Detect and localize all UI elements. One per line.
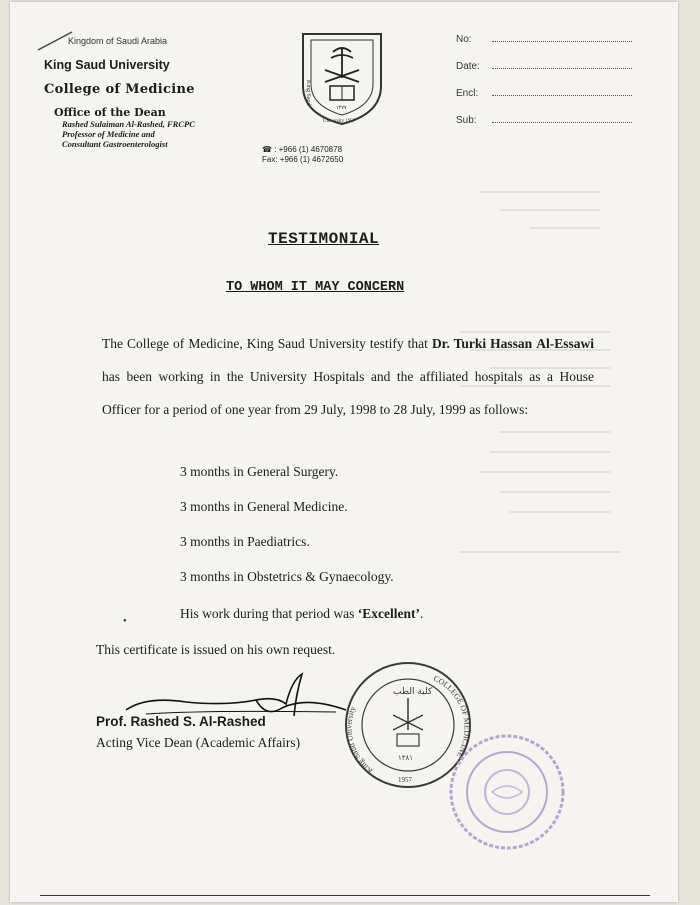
logo-year-text: ١٣٧٧ bbox=[336, 105, 347, 111]
doctor-name-first: Dr. Turki Hassan bbox=[431, 336, 533, 351]
meta-no-label: No: bbox=[456, 34, 472, 45]
list-item: 3 months in General Medicine. bbox=[180, 499, 348, 514]
meta-encl bbox=[456, 88, 632, 99]
bottom-rule bbox=[40, 895, 650, 896]
dean-specialty-line: Consultant Gastroenterologist bbox=[62, 139, 168, 149]
meta-encl-label: Encl: bbox=[456, 88, 479, 99]
body-paragraph bbox=[102, 327, 594, 426]
svg-text:King Saud University bbox=[344, 705, 374, 776]
doctor-name-last: Al-Essawi bbox=[536, 336, 595, 351]
meta-date bbox=[456, 61, 632, 72]
stray-dot: • bbox=[123, 616, 127, 627]
list-item: 3 months in General Surgery. bbox=[180, 464, 339, 479]
stamp-arabic-year: ١٣٨١ bbox=[398, 754, 414, 762]
list-item: 3 months in Obstetrics & Gynaecology. bbox=[180, 569, 394, 584]
letterhead-left bbox=[44, 36, 195, 149]
work-suffix: . bbox=[419, 606, 424, 621]
college-name: College of Medicine bbox=[44, 82, 195, 97]
dean-title-line: Professor of Medicine and bbox=[62, 129, 155, 139]
meta-no bbox=[456, 34, 632, 45]
purple-seal-stamp bbox=[447, 732, 567, 852]
work-prefix: His work during that period was bbox=[180, 606, 355, 621]
phone-number: ☎ : +966 (1) 4670878 bbox=[262, 145, 343, 154]
meta-sub-label: Sub: bbox=[456, 115, 477, 126]
body-intro: The College of Medicine, King Saud University testify that bbox=[102, 336, 428, 351]
fax-number: Fax: +966 (1) 4672650 bbox=[262, 155, 344, 164]
kingdom-label: Kingdom of Saudi Arabia bbox=[68, 36, 168, 46]
stamp-emblem-icon bbox=[393, 698, 423, 730]
signatory-name: Prof. Rashed S. Al-Rashed bbox=[96, 714, 266, 729]
signatory-title: Acting Vice Dean (Academic Affairs) bbox=[96, 735, 301, 750]
meta-date-label: Date: bbox=[456, 61, 480, 72]
meta-sub bbox=[456, 115, 632, 126]
university-name: King Saud University bbox=[44, 58, 170, 72]
logo-bottom-text: University 1957 bbox=[323, 119, 356, 124]
document-title: TESTIMONIAL bbox=[268, 230, 380, 248]
document-subtitle: TO WHOM IT MAY CONCERN bbox=[226, 280, 405, 295]
stamp-right-text: COLLEGE OF MEDICINE bbox=[432, 673, 472, 760]
office-name: Office of the Dean bbox=[54, 106, 166, 119]
pen-stroke-mark bbox=[36, 30, 76, 52]
rotation-list bbox=[180, 464, 394, 604]
stamp-year: 1957 bbox=[398, 776, 412, 784]
stamp-left-text: King Saud University bbox=[344, 705, 375, 776]
dean-name-line: Rashed Sulaiman Al-Rashed, FRCPC bbox=[62, 119, 195, 129]
work-rating: ‘Excellent’ bbox=[357, 606, 420, 621]
university-logo bbox=[297, 30, 387, 126]
certificate-line: This certificate is issued on his own request. bbox=[96, 642, 336, 657]
contact-block bbox=[262, 145, 343, 165]
stamp-top-arabic: كلية الطب bbox=[393, 687, 433, 697]
logo-side-text: King Saud bbox=[305, 80, 311, 106]
work-rating-line bbox=[180, 606, 423, 622]
body-details: has been working in the University Hospitals and the affiliated hospitals as a House Officer for a period of one year from 29 July, 1998 to 28 July, 1999 as follows: bbox=[102, 369, 594, 417]
list-item: 3 months in Paediatrics. bbox=[180, 534, 310, 549]
document-page bbox=[10, 2, 678, 902]
